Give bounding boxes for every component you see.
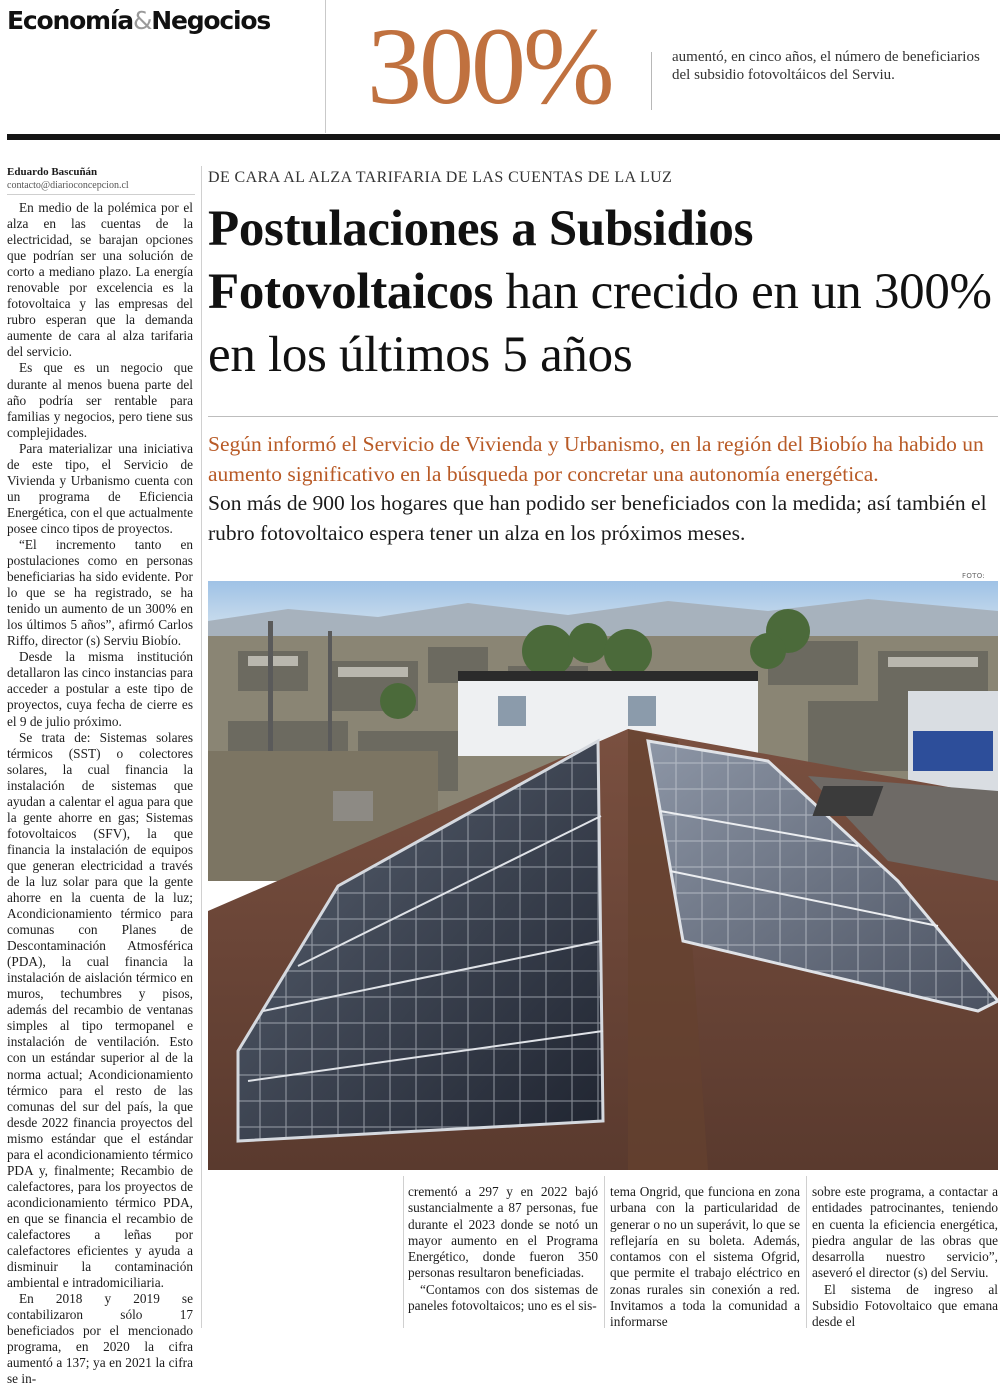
solar-roof-photo bbox=[208, 581, 998, 1170]
paragraph: En 2018 y 2019 se contabilizaron sólo 17 beneficiados por el mencionado programa, en 2020 la cifra aumentó a 137; ya en 2021 la cifra se in- bbox=[7, 1291, 193, 1387]
body-column-3 bbox=[610, 1184, 800, 1331]
author-email[interactable]: contacto@diarioconcepcion.cl bbox=[7, 180, 129, 191]
article-photo bbox=[208, 581, 998, 1170]
paragraph: sobre este programa, a contactar a entidades patrocinantes, teniendo en cuenta la eficiencia energética, piedra angular de las obras que desarrolla nuestro servicio”, aseveró el director (s) del Serviu. bbox=[812, 1184, 998, 1281]
paragraph: “El incremento tanto en postulaciones como en personas beneficiarias ha sido evidente. Por lo que se ha registrado, se ha tenido un aumento de un 300% en los últimos 5 años”, afirmó Carlos Riffo, director (s) Serviu Biobío. bbox=[7, 536, 193, 649]
headline bbox=[208, 198, 998, 387]
paragraph: crementó a 297 y en 2022 bajó sustancialmente a 87 personas, fue durante el 2023 donde se notó un mayor aumento en el Programa Energético, donde fueron 350 personas resultaron beneficiadas. bbox=[408, 1184, 598, 1281]
headline-rule bbox=[208, 416, 998, 417]
big-number-description: aumentó, en cinco años, el número de beneficiarios del subsidio fotovoltáicos del Serviu. bbox=[672, 49, 980, 83]
paragraph: Para materializar una iniciativa de este tipo, el Servicio de Vivienda y Urbanismo cuenta con un programa de Eficiencia Energética, con el que actualmente posee cinco tipos de proyectos. bbox=[7, 440, 193, 536]
body-column-4 bbox=[812, 1184, 998, 1331]
header-divider bbox=[325, 0, 326, 133]
section-title-negocios: Negocios bbox=[151, 6, 271, 35]
headline-bold: Postulaciones a Subsidios Fotovoltaicos bbox=[208, 201, 754, 320]
body-column-left bbox=[7, 200, 193, 1387]
column-divider bbox=[604, 1176, 605, 1328]
author-name: Eduardo Bascuñán bbox=[7, 166, 98, 178]
photo-credit: FOTO: bbox=[962, 572, 986, 580]
headline-regular: han crecido en un 300% en los últimos 5 años bbox=[208, 264, 992, 383]
column-divider bbox=[201, 166, 202, 1328]
byline-rule bbox=[7, 194, 195, 195]
section-title bbox=[7, 6, 270, 35]
paragraph: En medio de la polémica por el alza en las cuentas de la electricidad, se barajan opciones que podrían ser una solución de corto a mediano plazo. La energía renovable por excelencia es la fotovoltaica y las empresas del rubro esperan que la demanda aumente de cara al alza tarifaria del servicio. bbox=[7, 200, 193, 360]
kicker: DE CARA AL ALZA TARIFARIA DE LAS CUENTAS DE LA LUZ bbox=[208, 169, 673, 186]
paragraph: tema Ongrid, que funciona en zona urbana con la particularidad de generar o no un superávit, lo que se reflejaría en su boleta. Además, contamos con el sistema Ofgrid, que permite el trabajo eléctrico en zonas rurales sin conexión a red. Invitamos a toda la comunidad a informarse bbox=[610, 1184, 800, 1330]
stat-divider bbox=[651, 52, 652, 110]
paragraph: Desde la misma institución detallaron las cinco instancias para acceder a postular a este tipo de proyectos, cuya fecha de cierre es el 9 de julio próximo. bbox=[7, 649, 193, 729]
paragraph: “Contamos con dos sistemas de paneles fotovoltaicos; uno es el sis- bbox=[408, 1281, 598, 1314]
column-divider bbox=[806, 1176, 807, 1328]
lede-highlight: Según informó el Servicio de Vivienda y Urbanismo, en la región del Biobío ha habido un aumento significativo en la búsqueda por concretar una autonomía energética. bbox=[208, 432, 984, 486]
big-number-stat: 300% bbox=[367, 5, 612, 127]
section-title-ampersand: & bbox=[132, 6, 152, 35]
paragraph: Se trata de: Sistemas solares térmicos (SST) o colectores solares, la cual financia la instalación de sistemas que ayudan a calentar el agua para que la gente ahorre en gas; Sistemas fotovoltaicos (SFV), la que financia la instalación de equipos que generan electricidad a través de la luz solar para que la gente ahorre en la cuenta de la luz; Acondicionamiento térmico para comunas con Planes de Descontaminación Atmosférica (PDA), la cual financia la instalación de aislación térmico en muros, techumbres y pisos, además del recambio de ventanas simples al tipo termopanel e instalación de ventilación. Esto con un estándar superior al de la norma actual; Acondicionamiento térmico para el resto de las comunas del sur del país, la que desde 2022 financia proyectos del mismo estándar que el estándar para el acondicionamiento térmico PDA y, finalmente; Recambio de calefactores, para los proyectos de acondicionamiento térmico PDA, en que se financia el recambio de calefactores a leñas por calefactores eficientes y ayuda a disminuir la contaminación ambiental e intradomiciliaria. bbox=[7, 729, 193, 1291]
paragraph: El sistema de ingreso al Subsidio Fotovoltaico que emana desde el bbox=[812, 1281, 998, 1330]
section-title-economia: Economía bbox=[7, 6, 133, 35]
paragraph: Es que es un negocio que durante al menos buena parte del año podría ser rentable para familias y negocios, pero tiene sus complejidades. bbox=[7, 360, 193, 440]
body-column-2 bbox=[408, 1184, 598, 1314]
column-divider bbox=[403, 1176, 404, 1328]
header-rule bbox=[7, 134, 1000, 140]
lede-body: Son más de 900 los hogares que han podido ser beneficiados con la medida; así también el rubro fotovoltaico espera tener un alza en los próximos meses. bbox=[208, 491, 987, 545]
